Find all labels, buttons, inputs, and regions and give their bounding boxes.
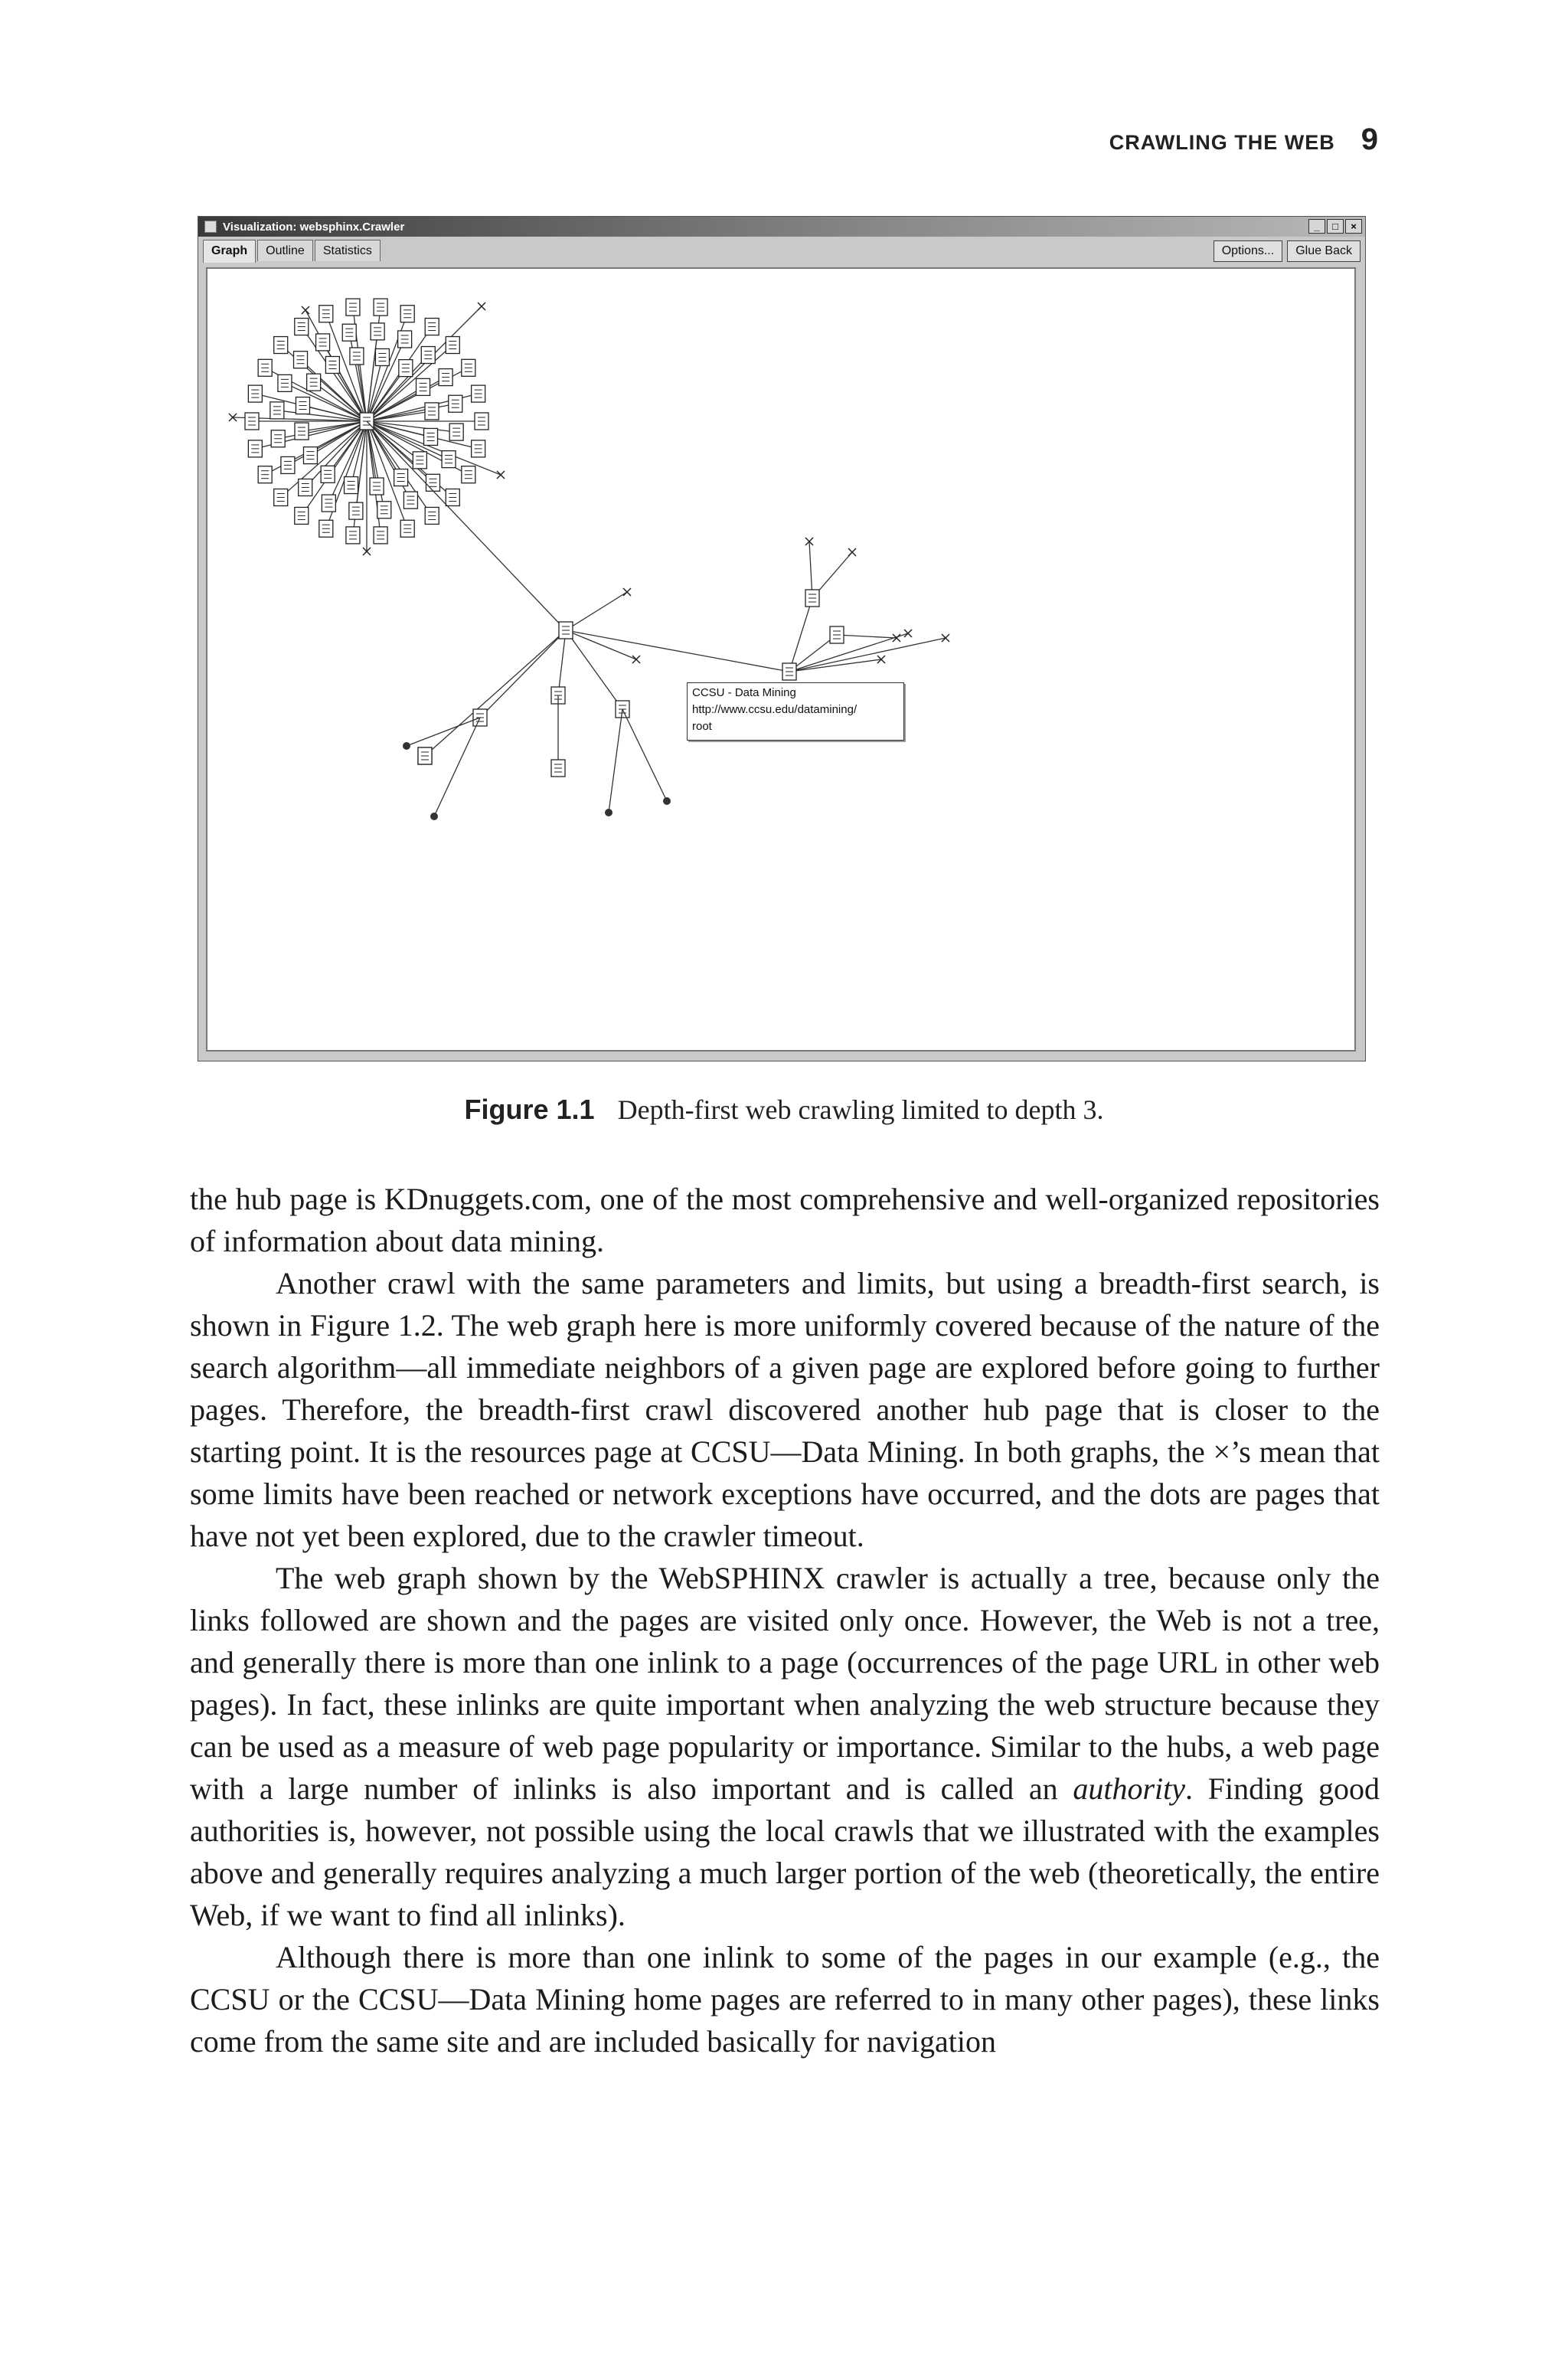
page-node-icon <box>295 507 309 524</box>
page-node-icon <box>371 323 384 340</box>
page-node-icon <box>303 447 317 464</box>
tooltip-title: CCSU - Data Mining <box>692 686 796 699</box>
graph-edge <box>566 592 627 630</box>
page-node-icon <box>446 337 459 354</box>
graph-edge <box>609 709 622 813</box>
limit-cross-icon <box>942 634 949 642</box>
page-node-icon <box>375 348 389 365</box>
window-title: Visualization: websphinx.Crawler <box>223 220 405 234</box>
page-node-icon <box>274 337 288 354</box>
graph-edge <box>837 635 897 638</box>
page-node-icon <box>399 360 413 377</box>
graph-edge <box>789 598 812 672</box>
toolbar-buttons <box>1214 240 1361 262</box>
page-node-icon <box>374 299 387 316</box>
close-button[interactable]: × <box>1345 219 1362 234</box>
page-node-icon <box>462 359 475 376</box>
page-node-icon <box>319 306 333 322</box>
page-node-icon <box>322 495 335 512</box>
page-node-icon <box>258 466 272 483</box>
page-node-icon <box>475 413 488 430</box>
page-node-icon <box>319 520 333 537</box>
tooltip-depth: root <box>692 720 712 733</box>
page-node-icon <box>370 478 384 495</box>
limit-cross-icon <box>848 548 856 556</box>
page-node-icon <box>295 423 309 440</box>
unexplored-dot <box>403 742 410 750</box>
page-node-icon <box>551 760 565 777</box>
paragraph-text: . Finding good authorities is, however, not possible using the local crawls that we illustrated with the examples above and generally requires analyzing a much larger portion of the web (theoretically, the entire Web, if we want to find all inlinks). <box>190 1771 1380 1932</box>
app-icon <box>204 221 217 233</box>
page-node-icon <box>403 492 417 509</box>
page-node-icon <box>258 359 272 376</box>
unexplored-dot <box>605 809 612 816</box>
options-button[interactable]: Options... <box>1214 240 1282 262</box>
limit-cross-icon <box>302 306 309 314</box>
figure-caption-text: Depth-first web crawling limited to depth 3. <box>617 1094 1104 1125</box>
tab-outline[interactable]: Outline <box>257 240 313 261</box>
page-node-icon <box>472 385 485 402</box>
page-node-icon <box>425 319 439 335</box>
page-node-icon <box>782 663 796 680</box>
page-node-icon <box>270 402 284 419</box>
page-node-icon <box>274 489 288 505</box>
paragraph: Another crawl with the same parameters and limits, but using a breadth-first search, is shown in Figure 1.2. The web graph here is more uniformly covered because of the nature of the search algorithm—all immediate neighbors of a given page are explored before going to further pages. Therefore, the breadth-first crawl discovered another hub page that is closer to the starting point. It is the resources page at CCSU—Data Mining. In both graphs, the ×’s mean that some limits have been reached or network exceptions have occurred, and the dots are pages that have not yet been explored, due to the crawler timeout. <box>190 1266 1380 1553</box>
graph-edge <box>351 421 367 486</box>
page-node-icon <box>805 590 819 607</box>
page-node-icon <box>307 374 321 391</box>
page-node-icon <box>424 428 438 445</box>
paragraph: the hub page is KDnuggets.com, one of the most comprehensive and well-organized repositories of information about data mining. <box>190 1182 1380 1258</box>
page-node-icon <box>377 502 391 518</box>
graph-edge <box>566 630 789 672</box>
unexplored-dot <box>663 797 671 805</box>
page-node-icon <box>394 469 408 486</box>
page-node-icon <box>439 369 452 386</box>
graph-edge <box>367 357 382 421</box>
limit-cross-icon <box>904 630 912 637</box>
page-node-icon <box>425 403 439 420</box>
page-number: 9 <box>1361 123 1378 156</box>
tooltip-url: http://www.ccsu.edu/datamining/ <box>692 703 858 716</box>
page-node-icon <box>830 626 844 643</box>
limit-cross-icon <box>478 303 485 310</box>
graph-edge <box>558 630 566 695</box>
glue-back-button[interactable]: Glue Back <box>1287 240 1361 262</box>
figure-label: Figure 1.1 <box>464 1094 595 1125</box>
page-node-icon <box>449 424 463 440</box>
page-node-icon <box>374 527 387 544</box>
page-node-icon <box>421 347 435 364</box>
minimize-button[interactable]: _ <box>1308 219 1325 234</box>
page-node-icon <box>449 395 462 412</box>
page-node-icon <box>271 430 285 447</box>
figure-caption <box>0 1094 1568 1126</box>
page-node-icon <box>278 374 292 391</box>
page-node-icon <box>472 440 485 457</box>
page-node-icon <box>426 474 439 491</box>
page-node-icon <box>349 502 363 519</box>
paragraph-text: The web graph shown by the WebSPHINX crawler is actually a tree, because only the links followed are shown and the pages are visited only once. However, the Web is not a tree, and generally there is more than one inlink to a page (occurrences of the page URL in other web pages). In fact, these inlinks are quite important when analyzing the web structure because they can be used as a measure of web page popularity or importance. Similar to the hubs, a web page with a large number of inlinks is also important and is called an <box>190 1561 1380 1806</box>
page-node-icon <box>325 356 339 373</box>
tab-bar <box>203 240 382 263</box>
limit-cross-icon <box>623 588 631 596</box>
page-node-icon <box>294 352 308 368</box>
page-node-icon <box>296 397 309 414</box>
page-node-icon <box>321 466 335 482</box>
tab-statistics[interactable]: Statistics <box>315 240 381 261</box>
page-node-icon <box>416 378 430 395</box>
graph-edge <box>367 421 566 630</box>
unexplored-dot <box>430 813 438 820</box>
tab-graph[interactable]: Graph <box>203 240 256 263</box>
page-node-icon <box>342 324 356 341</box>
graph-edge <box>789 638 946 672</box>
limit-cross-icon <box>632 656 640 663</box>
page-node-icon <box>350 348 364 365</box>
page-node-icon <box>248 385 262 402</box>
running-header <box>1109 123 1378 161</box>
page-node-icon <box>442 451 456 468</box>
graph-edge <box>480 630 566 718</box>
page-node-icon <box>446 489 459 505</box>
paragraph: Although there is more than one inlink to some of the pages in our example (e.g., the CCSU or the CCSU—Data Mining home pages are referred to in many other pages), these links come from the same site and are included basically for navigation <box>190 1940 1380 2059</box>
page-node-icon <box>413 452 426 469</box>
page-node-icon <box>559 622 573 639</box>
limit-cross-icon <box>497 471 505 479</box>
page-node-icon <box>398 331 412 348</box>
paragraph <box>190 1557 1380 1936</box>
section-title: CRAWLING THE WEB <box>1109 131 1335 154</box>
emphasis-authority: authority <box>1073 1771 1186 1806</box>
page-node-icon <box>418 747 432 764</box>
page-node-icon <box>245 413 259 430</box>
page-node-icon <box>295 319 309 335</box>
page-node-icon <box>400 520 414 537</box>
page-node-icon <box>425 507 439 524</box>
crawl-graph <box>207 269 1354 1050</box>
crawler-window <box>198 216 1366 1061</box>
graph-edge <box>789 633 908 672</box>
page-node-icon <box>281 456 295 473</box>
page-node-icon <box>248 440 262 457</box>
page-node-icon <box>346 299 360 316</box>
page-node-icon <box>346 527 360 544</box>
page-node-icon <box>462 466 475 483</box>
body-text <box>190 1178 1380 2062</box>
page-node-icon <box>400 306 414 322</box>
node-tooltip <box>687 682 904 741</box>
page-node-icon <box>299 479 312 496</box>
graph-edge <box>622 709 667 801</box>
graph-edge <box>425 630 566 756</box>
title-bar <box>198 217 1365 237</box>
page-node-icon <box>345 477 358 494</box>
window-controls <box>1308 219 1362 234</box>
page-node-icon <box>316 334 330 351</box>
maximize-button[interactable]: □ <box>1327 219 1344 234</box>
graph-canvas[interactable] <box>206 267 1356 1052</box>
